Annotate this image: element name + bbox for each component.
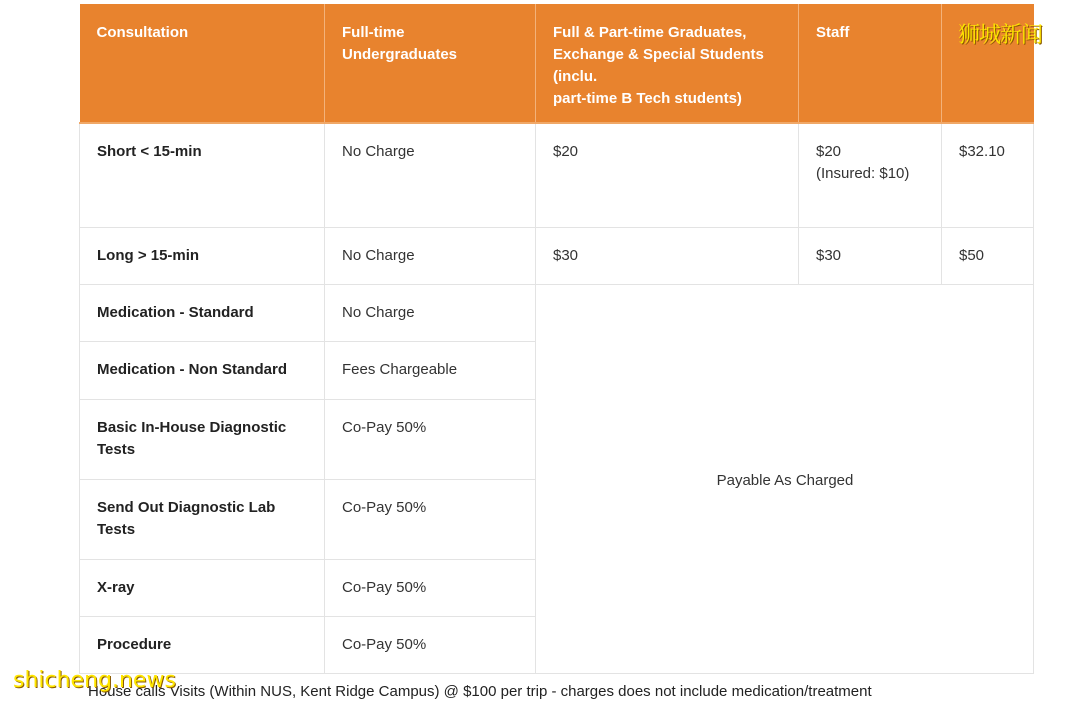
cell-undergrad: No Charge (325, 123, 536, 227)
watermark-bottom: shicheng.news (13, 668, 176, 693)
header-text: Consultation (96, 24, 189, 41)
cell-staff (799, 123, 942, 227)
header-undergraduates (325, 4, 536, 123)
row-label: Long > 15-min (80, 227, 325, 284)
cell-undergrad: Fees Chargeable (325, 341, 536, 399)
header-text: Exchange & Special Students (553, 46, 764, 63)
watermark-top: 狮城新闻 (958, 23, 1043, 48)
row-label: Send Out Diagnostic Lab Tests (80, 479, 325, 559)
header-text: (inclu. (553, 68, 598, 85)
header-consultation (80, 4, 325, 123)
cell-staff: $30 (799, 227, 942, 284)
header-graduates (536, 4, 799, 123)
header-staff (799, 4, 942, 123)
header-text: part-time B Tech students) (553, 90, 742, 107)
cell-undergrad: No Charge (325, 227, 536, 284)
row-label: Medication - Non Standard (80, 341, 325, 399)
cell-undergrad: Co-Pay 50% (325, 479, 536, 559)
staff-fee: $20 (816, 143, 842, 160)
row-label: X-ray (80, 559, 325, 616)
cell-undergrad: Co-Pay 50% (325, 559, 536, 616)
table-header-row (80, 4, 1034, 123)
row-label: Basic In-House Diagnostic Tests (80, 399, 325, 479)
header-text: Full-time (342, 24, 405, 41)
header-text: Undergraduates (342, 46, 458, 63)
house-calls-footnote: House calls Visits (Within NUS, Kent Ridge Campus) @ $100 per trip - charges does not include medication/treatment (88, 683, 872, 700)
table-row (80, 227, 1034, 284)
cell-grad: $20 (536, 123, 799, 227)
table-row (80, 123, 1034, 227)
fees-table (79, 4, 1034, 674)
cell-other: $32.10 (942, 123, 1034, 227)
cell-undergrad: No Charge (325, 284, 536, 341)
row-label: Short < 15-min (80, 123, 325, 227)
cell-grad: $30 (536, 227, 799, 284)
cell-other: $50 (942, 227, 1034, 284)
row-label: Medication - Standard (80, 284, 325, 341)
cell-undergrad: Co-Pay 50% (325, 399, 536, 479)
header-text: Full & Part-time Graduates, (553, 24, 747, 41)
staff-insured-fee: (Insured: $10) (816, 165, 910, 182)
row-label: Procedure (80, 616, 325, 673)
cell-undergrad: Co-Pay 50% (325, 616, 536, 673)
header-text: Staff (816, 24, 850, 41)
table-row (80, 284, 1034, 341)
payable-as-charged-cell: Payable As Charged (536, 284, 1034, 673)
